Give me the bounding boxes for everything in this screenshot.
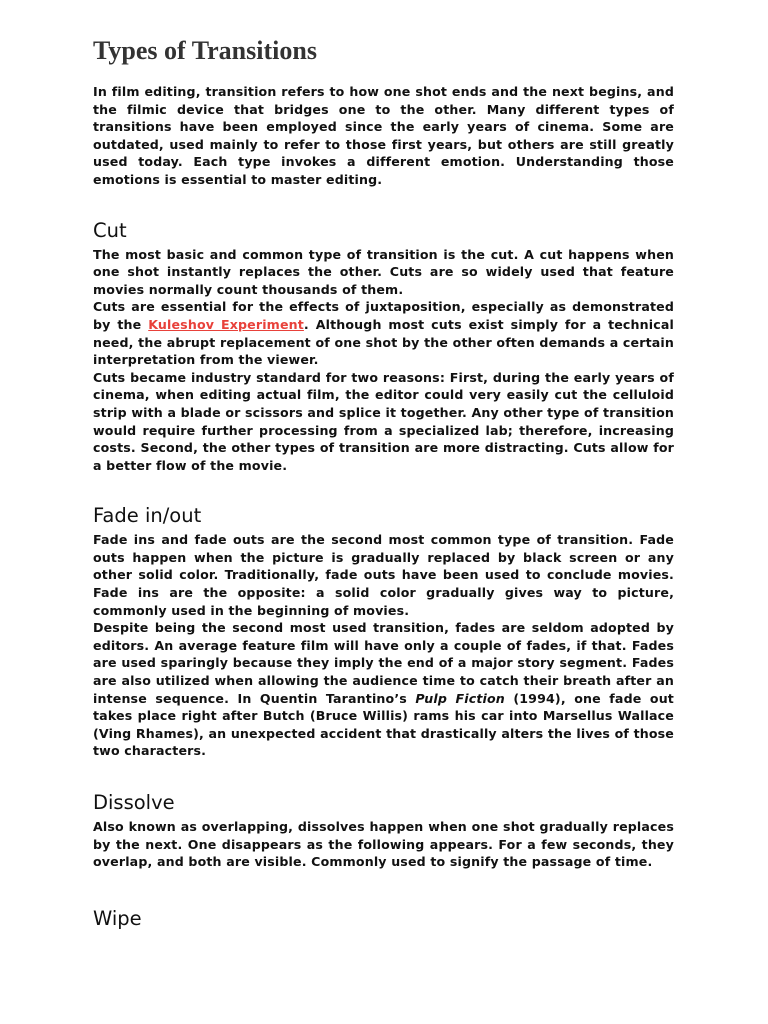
cut-paragraph-2-text-a: Cuts are essential for the effects of juxtaposition, especially as demonstrated by the <box>93 299 674 332</box>
pulp-fiction-title: Pulp Fiction <box>415 690 505 706</box>
cut-paragraph-1: The most basic and common type of transition is the cut. A cut happens when one shot instantly replaces the other. Cuts are so widely used that feature movies normally count thousands of them. <box>93 246 674 297</box>
section-fade <box>93 531 674 760</box>
cut-paragraph-3: Cuts became industry standard for two reasons: First, during the early years of cinema, when editing actual film, the editor could very easily cut the celluloid strip with a blade or scissors and splice it together. Any other type of transition would require further processing from a specialized lab; therefore, increasing costs. Second, the other types of transition are more distracting. Cuts allow for a better flow of the movie. <box>93 369 674 473</box>
intro-paragraph: In film editing, transition refers to how one shot ends and the next begins, and the filmic device that bridges one to the other. Many different types of transitions have been employed since the early years of cinema. Some are outdated, used mainly to refer to those first years, but others are still greatly used today. Each type invokes a different emotion. Understanding those emotions is essential to master editing. <box>93 84 674 187</box>
kuleshov-experiment-link[interactable]: Kuleshov Experiment <box>148 316 304 332</box>
page-title: Types of Transitions <box>93 36 317 65</box>
section-cut <box>93 246 674 475</box>
cut-paragraph-2-text-b: . Although most cuts exist simply for a technical need, the abrupt replacement of one shot by the other often demands a certain interpretation from the viewer. <box>93 316 674 368</box>
document-page <box>93 30 674 931</box>
section-heading-cut: Cut <box>93 218 127 242</box>
dissolve-paragraph-1: Also known as overlapping, dissolves happen when one shot gradually replaces by the next. One disappears as the following appears. For a few seconds, they overlap, and both are visible. Commonly used to signify the passage of time. <box>93 819 674 870</box>
section-heading-fade: Fade in/out <box>93 504 202 528</box>
section-heading-wipe: Wipe <box>93 906 142 930</box>
fade-paragraph-2-text-b: (1994), one fade out takes place right after Butch (Bruce Willis) rams his car into Marsellus Wallace (Ving Rhames), an unexpected accident that drastically alters the lives of those two characters. <box>93 690 674 759</box>
cut-paragraph-2 <box>93 298 674 368</box>
fade-paragraph-1: Fade ins and fade outs are the second most common type of transition. Fade outs happen when the picture is gradually replaced by black screen or any other solid color. Traditionally, fade outs have been used to conclude movies. Fade ins are the opposite: a solid color gradually gives way to picture, commonly used in the beginning of movies. <box>93 532 674 618</box>
section-heading-dissolve: Dissolve <box>93 791 175 814</box>
fade-paragraph-2-text-a: Despite being the second most used transition, fades are seldom adopted by editors. An average feature film will have only a couple of fades, if that. Fades are used sparingly because they imply the end of a major story segment. Fades are also utilized when allowing the audience time to catch their breath after an intense sequence. In Quentin Tarantino’s <box>93 620 674 706</box>
fade-paragraph-2 <box>93 619 674 760</box>
section-dissolve <box>93 818 674 871</box>
